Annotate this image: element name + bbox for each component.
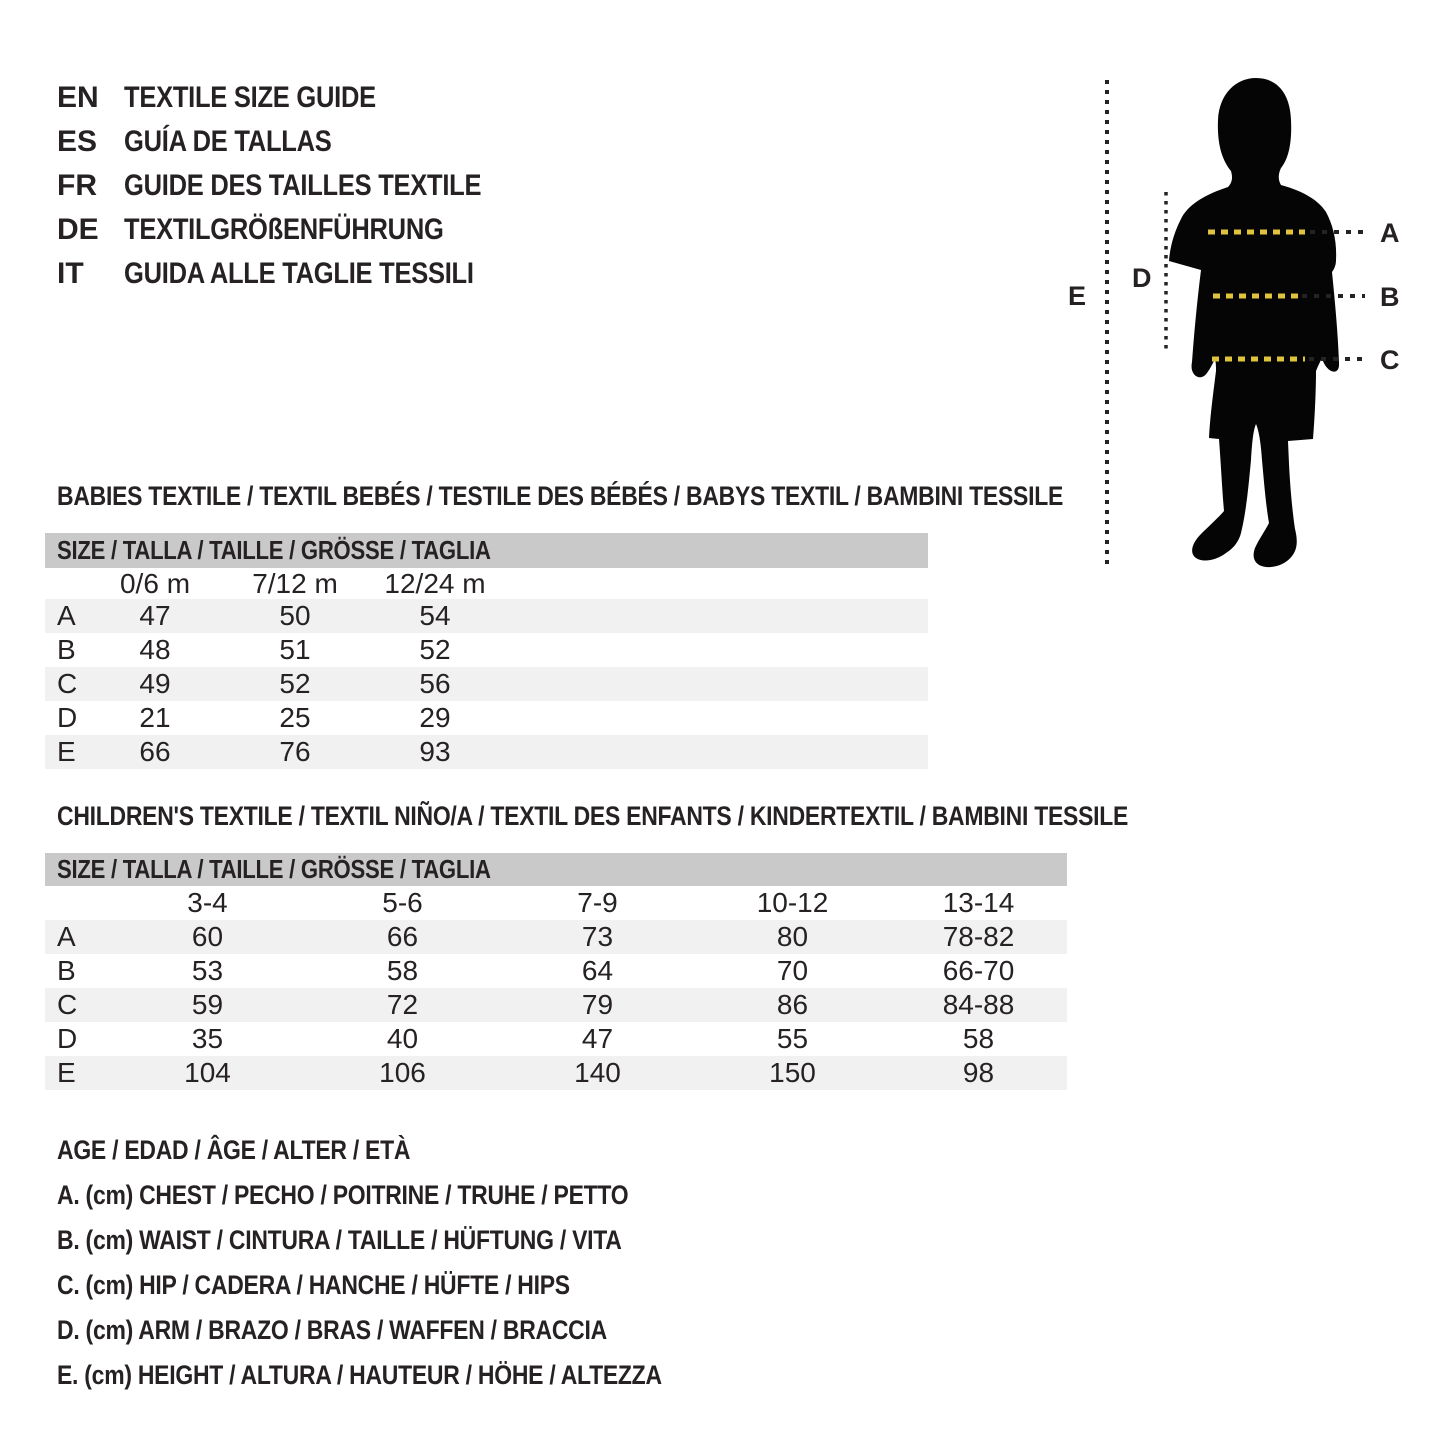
legend-height: E. (cm) HEIGHT / ALTURA / HAUTEUR / HÖHE / ALTEZZA xyxy=(57,1360,662,1390)
language-row-de xyxy=(57,208,544,252)
language-row-it xyxy=(57,252,544,296)
measurement-value: 86 xyxy=(776,989,809,1020)
figure-label-b: B xyxy=(1380,282,1400,312)
measurement-value: 25 xyxy=(279,702,311,733)
measurement-value: 60 xyxy=(191,921,224,952)
language-title-list xyxy=(57,76,544,296)
measurement-value: 72 xyxy=(386,989,419,1020)
measurement-value: 80 xyxy=(776,921,809,952)
language-row-es xyxy=(57,120,544,164)
table-row-a xyxy=(45,920,1067,954)
measurement-value: 50 xyxy=(279,600,311,631)
measurement-value: 47 xyxy=(139,600,171,631)
measurement-legend xyxy=(57,1128,768,1398)
babies-section-heading: BABIES TEXTILE / TEXTIL BEBÉS / TESTILE DES BÉBÉS / BABYS TEXTIL / BAMBINI TESSILE xyxy=(57,481,1064,511)
measurement-value: 98 xyxy=(962,1057,995,1088)
row-label: B xyxy=(57,634,76,665)
figure-label-d: D xyxy=(1132,263,1152,293)
row-label: C xyxy=(57,989,78,1020)
babies-column-header: 7/12 m xyxy=(252,568,338,599)
table-row-a xyxy=(45,599,928,633)
measurement-value: 47 xyxy=(581,1023,614,1054)
guide-title-en: TEXTILE SIZE GUIDE xyxy=(124,81,376,114)
table-row-b xyxy=(45,633,928,667)
measurement-value: 66 xyxy=(386,921,419,952)
measurement-value: 150 xyxy=(769,1057,816,1088)
children-size-header-bar: SIZE / TALLA / TAILLE / GRÖSSE / TAGLIA xyxy=(45,853,1067,886)
children-column-header-row xyxy=(45,886,1067,920)
table-row-c xyxy=(45,667,928,701)
measurement-value: 58 xyxy=(962,1023,995,1054)
measurement-value: 53 xyxy=(191,955,224,986)
row-label: E xyxy=(57,736,76,767)
guide-title-fr: GUIDE DES TAILLES TEXTILE xyxy=(124,169,482,202)
row-label: A xyxy=(57,921,76,952)
measurement-value: 84-88 xyxy=(942,989,1015,1020)
measurement-value: 52 xyxy=(279,668,311,699)
language-code: EN xyxy=(57,81,99,114)
table-row-d xyxy=(45,1022,1067,1056)
babies-column-header-row xyxy=(45,568,928,599)
measurement-value: 70 xyxy=(776,955,809,986)
children-column-header: 7-9 xyxy=(577,887,618,918)
legend-chest: A. (cm) CHEST / PECHO / POITRINE / TRUHE / PETTO xyxy=(57,1180,629,1210)
measurement-value: 48 xyxy=(139,634,171,665)
row-label: D xyxy=(57,702,78,733)
measurement-value: 79 xyxy=(581,989,614,1020)
language-code: ES xyxy=(57,125,98,158)
measurement-value: 104 xyxy=(184,1057,231,1088)
measurement-value: 49 xyxy=(139,668,171,699)
legend-age: AGE / EDAD / ÂGE / ALTER / ETÀ xyxy=(57,1135,411,1165)
measurement-value: 76 xyxy=(279,736,311,767)
row-label: D xyxy=(57,1023,78,1054)
table-row-c xyxy=(45,988,1067,1022)
measurement-value: 64 xyxy=(581,955,614,986)
figure-label-a: A xyxy=(1380,218,1400,248)
children-section-heading: CHILDREN'S TEXTILE / TEXTIL NIÑO/A / TEXTIL DES ENFANTS / KINDERTEXTIL / BAMBINI TESSILE xyxy=(57,801,1129,831)
measurement-value: 66 xyxy=(139,736,171,767)
table-row-b xyxy=(45,954,1067,988)
children-column-header: 13-14 xyxy=(942,887,1015,918)
measurement-value: 58 xyxy=(386,955,419,986)
language-row-fr xyxy=(57,164,544,208)
row-label: E xyxy=(57,1057,76,1088)
language-code: IT xyxy=(57,257,84,290)
language-code: DE xyxy=(57,213,99,246)
figure-label-e: E xyxy=(1068,281,1087,311)
legend-arm: D. (cm) ARM / BRAZO / BRAS / WAFFEN / BRACCIA xyxy=(57,1315,607,1345)
measurement-value: 52 xyxy=(419,634,451,665)
figure-label-c: C xyxy=(1380,345,1400,375)
children-column-header: 3-4 xyxy=(187,887,228,918)
table-row-e xyxy=(45,1056,1067,1090)
measurement-value: 54 xyxy=(419,600,451,631)
children-column-header: 5-6 xyxy=(382,887,423,918)
measurement-value: 40 xyxy=(386,1023,419,1054)
measurement-value: 140 xyxy=(574,1057,621,1088)
measurement-value: 35 xyxy=(191,1023,224,1054)
children-column-header: 10-12 xyxy=(756,887,829,918)
babies-column-header: 0/6 m xyxy=(119,568,191,599)
guide-title-it: GUIDA ALLE TAGLIE TESSILI xyxy=(124,257,474,290)
measurement-value: 29 xyxy=(419,702,451,733)
measurement-value: 51 xyxy=(279,634,311,665)
babies-size-table xyxy=(45,533,928,769)
measurement-value: 78-82 xyxy=(942,921,1015,952)
language-row-en xyxy=(57,76,544,120)
measurement-value: 55 xyxy=(776,1023,809,1054)
guide-title-es: GUÍA DE TALLAS xyxy=(124,125,332,158)
legend-hip: C. (cm) HIP / CADERA / HANCHE / HÜFTE / HIPS xyxy=(57,1270,570,1300)
table-row-e xyxy=(45,735,928,769)
babies-size-header-bar: SIZE / TALLA / TAILLE / GRÖSSE / TAGLIA xyxy=(45,533,928,568)
children-size-table xyxy=(45,853,1067,1090)
table-row-d xyxy=(45,701,928,735)
guide-title-de: TEXTILGRÖßENFÜHRUNG xyxy=(124,213,444,246)
legend-waist: B. (cm) WAIST / CINTURA / TAILLE / HÜFTUNG / VITA xyxy=(57,1225,622,1255)
measurement-value: 66-70 xyxy=(942,955,1015,986)
measurement-value: 73 xyxy=(581,921,614,952)
row-label: B xyxy=(57,955,76,986)
measurement-value: 93 xyxy=(419,736,451,767)
language-code: FR xyxy=(57,169,97,202)
measurement-value: 21 xyxy=(139,702,171,733)
measurement-value: 106 xyxy=(379,1057,426,1088)
measurement-value: 59 xyxy=(191,989,224,1020)
row-label: C xyxy=(57,668,78,699)
babies-column-header: 12/24 m xyxy=(384,568,486,599)
measurement-value: 56 xyxy=(419,668,451,699)
row-label: A xyxy=(57,600,76,631)
